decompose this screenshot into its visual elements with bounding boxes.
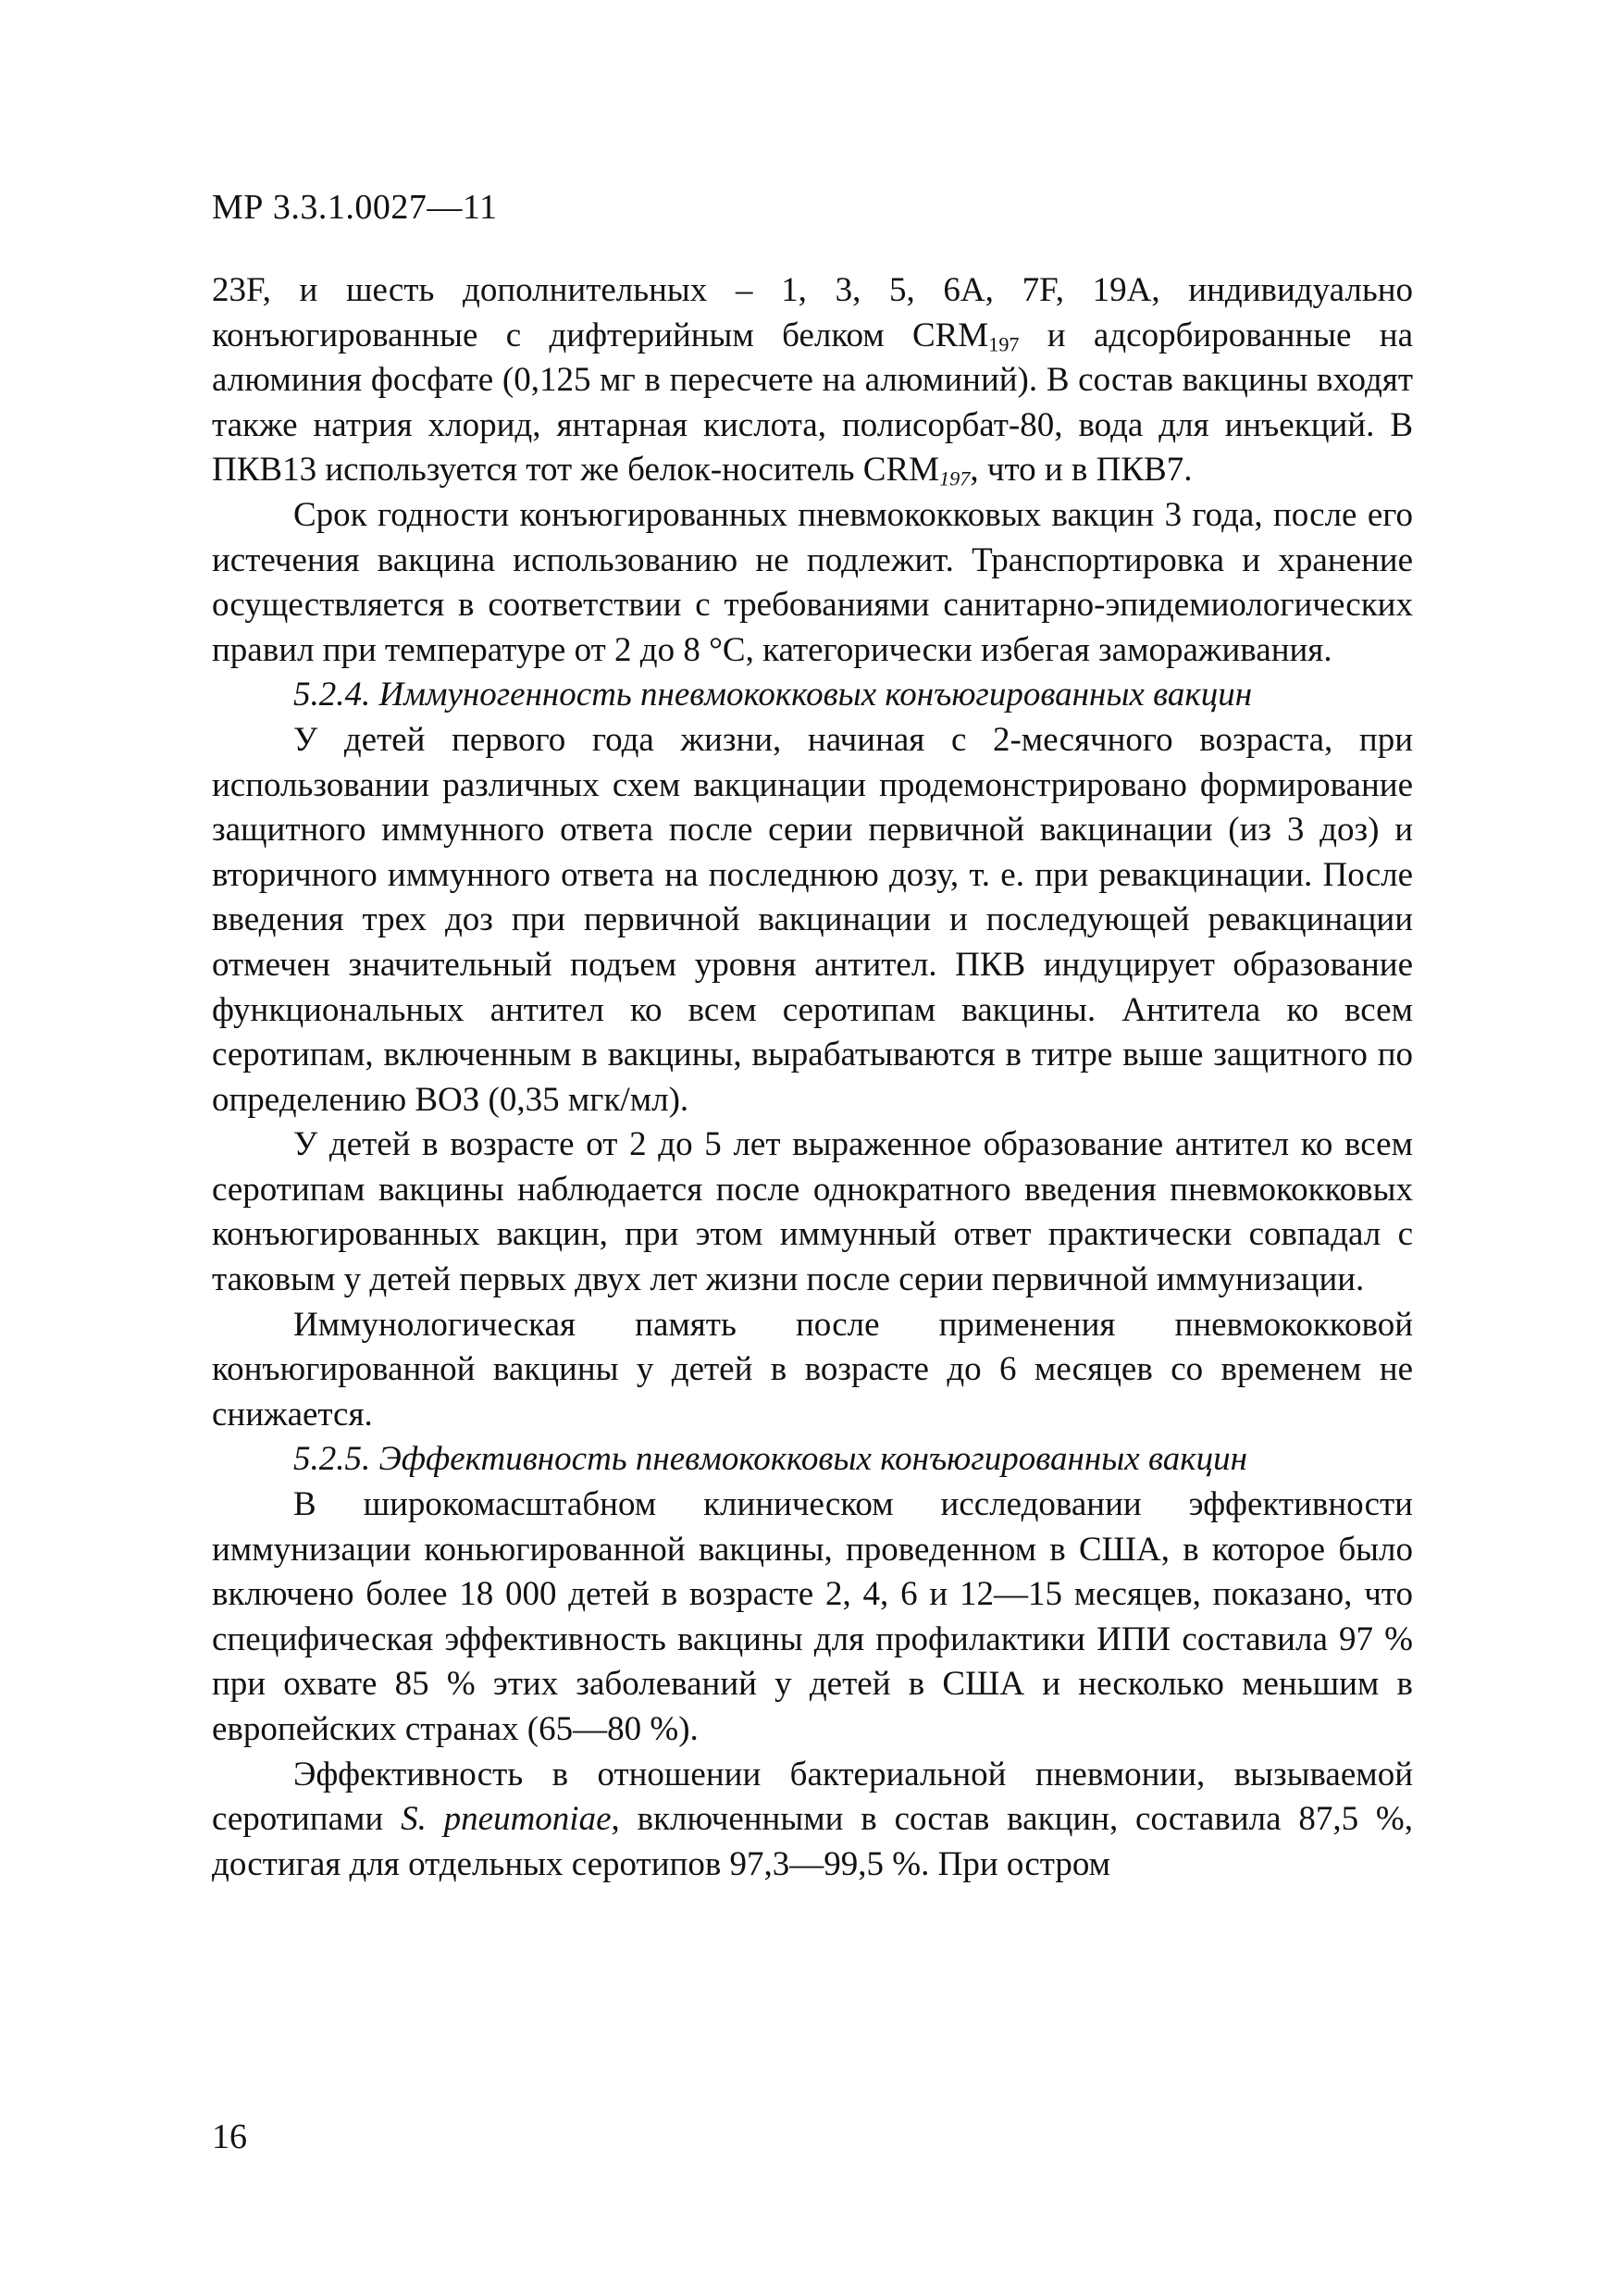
paragraph bbox=[212, 1123, 1413, 1302]
text-run: 5.2.4. Иммуногенность пневмококковых конъюгированных вакцин bbox=[293, 676, 1253, 714]
section-heading bbox=[212, 673, 1413, 718]
text-run: , включенными в состав вакцин, составила 87,5 %, достигая для отдельных серотипов 97,3—99,5 %. При остром bbox=[212, 1800, 1414, 1883]
section-heading bbox=[212, 1437, 1413, 1483]
text-run: и адсорбированные на алюминия фосфате (0,125 мг в пересчете на алюминий). В состав вакцины входят также натрия хлорид, янтарная кислота, полисорбат-80, вода для инъекций. В ПКВ13 используется тот же белок-носитель CRM bbox=[212, 316, 1414, 490]
text-run: , что и в ПКВ7. bbox=[970, 451, 1193, 490]
text-run: У детей первого года жизни, начиная с 2-месячного возраста, при использовании различных схем вакцинации продемонстрировано формирование защитного иммунного ответа после серии первичной вакцинации (из 3 доз) и вторичного иммунного ответа на последнюю дозу, т. е. при ревакцинации. После введения трех доз при первичной вакцинации и последующей ревакцинации отмечен значительный подъем уровня антител. ПКВ индуцирует образование функциональных антител ко всем серотипам вакцины. Антитела ко всем серотипам, включенным в вакцины, вырабатываются в титре выше защитного по определению ВОЗ (0,35 мгк/мл). bbox=[212, 720, 1413, 1119]
text-run: Иммунологическая память после применения пневмококковой конъюгированной вакцины у детей в возрасте до 6 месяцев со временем не снижается. bbox=[212, 1305, 1413, 1433]
text-run: 5.2.5. Эффективность пневмококковых конъюгированных вакцин bbox=[293, 1440, 1247, 1479]
document-code: МР 3.3.1.0027—11 bbox=[212, 188, 498, 227]
subscript-text: 197 bbox=[939, 466, 971, 490]
text-run: В широкомасштабном клиническом исследовании эффективности иммунизации коньюгированной вакцины, проведенном в США, в которое было включено более 18 000 детей в возрасте 2, 4, 6 и 12—15 месяцев, показано, что специфическая эффективность вакцины для профилактики ИПИ составила 97 % при охвате 85 % этих заболеваний у детей в США и несколько меньшим в европейских странах (65—80 %). bbox=[212, 1485, 1413, 1748]
paragraph bbox=[212, 1753, 1413, 1888]
text-run: 23F, и шесть дополнительных – 1, 3, 5, 6A, 7F, 19A, индивидуально конъюгированные с дифтерийным белком CRM bbox=[212, 271, 1413, 354]
italic-text: S. pneumoniae bbox=[401, 1800, 612, 1839]
paragraph bbox=[212, 1303, 1413, 1438]
subscript-text: 197 bbox=[988, 332, 1020, 356]
paragraph-continuation bbox=[212, 268, 1413, 493]
text-run: Срок годности конъюгированных пневмококковых вакцин 3 года, после его истечения вакцина использованию не подлежит. Транспортировка и хранение осуществляется в соответствии с требованиями санитарно-эпидемиологических правил при температуре от 2 до 8 °С, категорически избегая замораживания. bbox=[212, 495, 1413, 669]
text-run: У детей в возрасте от 2 до 5 лет выраженное образование антител ко всем серотипам вакцины наблюдается после однократного введения пневмококковых конъюгированных вакцин, при этом иммунный ответ практически совпадал с таковым у детей первых двух лет жизни после серии первичной иммунизации. bbox=[212, 1125, 1413, 1299]
text-run: Эффективность в отношении бактериальной пневмонии, вызываемой серотипами bbox=[212, 1755, 1413, 1839]
body-text bbox=[212, 268, 1413, 1887]
paragraph bbox=[212, 493, 1413, 673]
paragraph bbox=[212, 718, 1413, 1123]
page-number: 16 bbox=[212, 2117, 247, 2156]
paragraph bbox=[212, 1483, 1413, 1753]
